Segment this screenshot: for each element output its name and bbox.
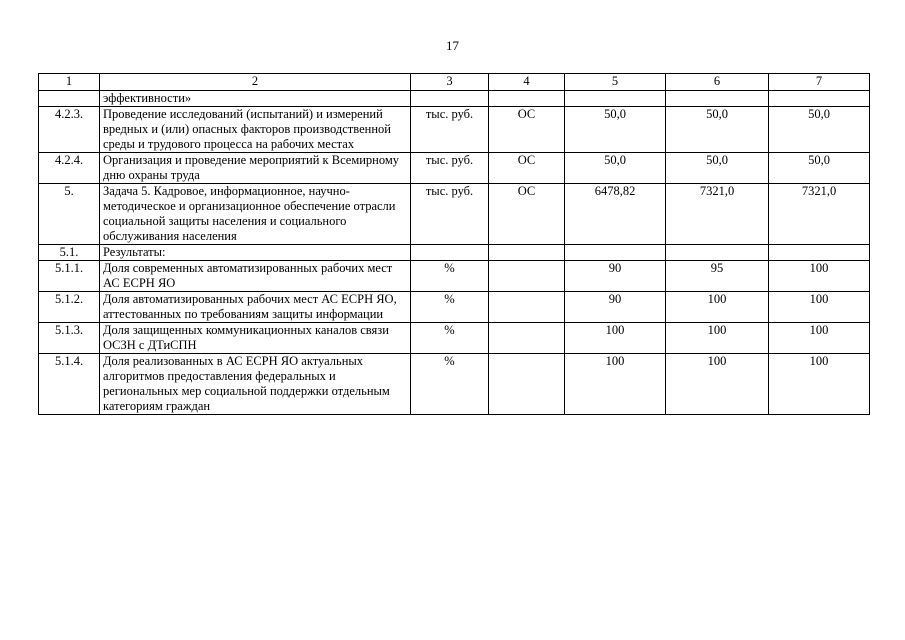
row-description: Задача 5. Кадровое, информационное, научно-методическое и организационное обеспечение отрасли социальной защиты населения и социального обслуживания населения: [100, 184, 411, 245]
row-value-3: [769, 245, 870, 261]
table-row: [39, 292, 870, 323]
row-source: ОС: [489, 153, 565, 184]
table-row: [39, 184, 870, 245]
row-number: 5.1.2.: [39, 292, 100, 323]
table-row: [39, 323, 870, 354]
row-description: Доля реализованных в АС ЕСРН ЯО актуальных алгоритмов предоставления федеральных и региональных мер социальной поддержки отдельным категориям граждан: [100, 354, 411, 415]
row-description: Проведение исследований (испытаний) и измерений вредных и (или) опасных факторов производственной среды и трудового процесса на рабочих местах: [100, 107, 411, 153]
row-value-2: 95: [666, 261, 769, 292]
row-value-2: 50,0: [666, 107, 769, 153]
row-value-3: 100: [769, 354, 870, 415]
row-source: [489, 354, 565, 415]
row-unit: %: [411, 354, 489, 415]
row-number: 4.2.3.: [39, 107, 100, 153]
row-number: 5.1.3.: [39, 323, 100, 354]
row-value-1: [565, 245, 666, 261]
row-value-1: 90: [565, 261, 666, 292]
row-value-1: 50,0: [565, 107, 666, 153]
table-header-row: [39, 74, 870, 91]
row-unit: тыс. руб.: [411, 107, 489, 153]
row-description: эффективности»: [100, 91, 411, 107]
row-value-1: 90: [565, 292, 666, 323]
row-value-2: 7321,0: [666, 184, 769, 245]
row-value-3: 50,0: [769, 107, 870, 153]
row-number: [39, 91, 100, 107]
row-number: 4.2.4.: [39, 153, 100, 184]
row-source: [489, 261, 565, 292]
row-value-3: 50,0: [769, 153, 870, 184]
row-unit: %: [411, 323, 489, 354]
row-value-3: [769, 91, 870, 107]
row-unit: [411, 245, 489, 261]
row-value-1: 100: [565, 323, 666, 354]
row-description: Организация и проведение мероприятий к Всемирному дню охраны труда: [100, 153, 411, 184]
row-unit: %: [411, 261, 489, 292]
row-description: Доля защищенных коммуникационных каналов связи ОСЗН с ДТиСПН: [100, 323, 411, 354]
table-row: [39, 153, 870, 184]
row-source: ОС: [489, 184, 565, 245]
table-row: [39, 354, 870, 415]
row-number: 5.: [39, 184, 100, 245]
row-value-2: 100: [666, 354, 769, 415]
row-source: [489, 91, 565, 107]
row-unit: %: [411, 292, 489, 323]
row-value-1: 100: [565, 354, 666, 415]
row-value-3: 100: [769, 292, 870, 323]
row-number: 5.1.4.: [39, 354, 100, 415]
row-value-1: [565, 91, 666, 107]
program-table: [38, 73, 870, 415]
table-row: [39, 107, 870, 153]
row-unit: тыс. руб.: [411, 153, 489, 184]
row-value-3: 100: [769, 323, 870, 354]
table-row: [39, 91, 870, 107]
row-value-3: 100: [769, 261, 870, 292]
row-value-2: 100: [666, 292, 769, 323]
header-cell: 3: [411, 74, 489, 91]
row-value-2: 50,0: [666, 153, 769, 184]
row-value-3: 7321,0: [769, 184, 870, 245]
row-value-2: 100: [666, 323, 769, 354]
row-unit: тыс. руб.: [411, 184, 489, 245]
row-number: 5.1.: [39, 245, 100, 261]
header-cell: 5: [565, 74, 666, 91]
header-cell: 1: [39, 74, 100, 91]
row-number: 5.1.1.: [39, 261, 100, 292]
row-source: [489, 292, 565, 323]
row-description: Доля автоматизированных рабочих мест АС ЕСРН ЯО, аттестованных по требованиям защиты информации: [100, 292, 411, 323]
row-value-2: [666, 245, 769, 261]
header-cell: 7: [769, 74, 870, 91]
row-description: Результаты:: [100, 245, 411, 261]
page-number: 17: [446, 38, 459, 53]
row-source: [489, 245, 565, 261]
header-cell: 6: [666, 74, 769, 91]
row-source: ОС: [489, 107, 565, 153]
row-value-1: 6478,82: [565, 184, 666, 245]
header-cell: 4: [489, 74, 565, 91]
row-source: [489, 323, 565, 354]
table-row: [39, 245, 870, 261]
header-cell: 2: [100, 74, 411, 91]
row-unit: [411, 91, 489, 107]
table-row: [39, 261, 870, 292]
row-value-1: 50,0: [565, 153, 666, 184]
row-description: Доля современных автоматизированных рабочих мест АС ЕСРН ЯО: [100, 261, 411, 292]
row-value-2: [666, 91, 769, 107]
